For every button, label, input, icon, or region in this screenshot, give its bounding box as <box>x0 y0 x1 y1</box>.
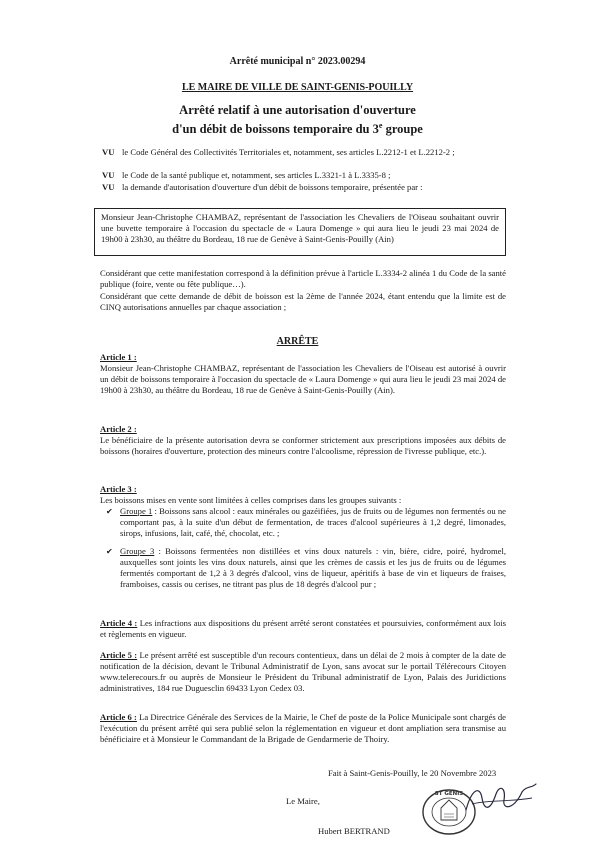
mayor-heading: LE MAIRE DE VILLE DE SAINT-GENIS-POUILLY <box>181 82 414 93</box>
signer-name: Hubert BERTRAND <box>318 826 390 836</box>
vu-key: VU <box>102 170 115 180</box>
article-heading: Article 1 : <box>100 352 137 362</box>
article-text: Les infractions aux dispositions du présent arrêté seront constatées et poursuivies, conformément aux lois et règlements en vigueur. <box>100 618 507 639</box>
article-text: La Directrice Générale des Services de la Mairie, le Chef de poste de la Police Municipale sont chargés de l'exécution du présent arrêté qui sera publié selon la réglementation en vigueur et dont ampliation sera transmise au bénéficiaire et à Monsieur le Commandant de la Brigade de Gendarmerie de Thoiry. <box>100 712 506 744</box>
article-2 <box>100 424 506 457</box>
article-heading: Article 5 : <box>100 650 138 660</box>
vu-key: VU <box>102 182 115 192</box>
request-box: Monsieur Jean-Christophe CHAMBAZ, représentant de l'association les Chevaliers de l'Oiseau souhaitant ouvrir une buvette temporaire à l'occasion du spectacle de « Laura Domenge » qui aura lieu le jeudi 23 mai 2024 de 19h00 à 23h30, au théâtre du Bordeau, 18 rue de Genève à Saint-Genis-Pouilly (Ain) <box>94 208 506 256</box>
article-text: Le bénéficiaire de la présente autorisation devra se conformer strictement aux prescriptions imposées aux débits de boissons (horaires d'ouverture, protection des mineurs contre l'alcoolisme, répression de l'ivresse publique, etc.). <box>100 435 506 456</box>
article-heading: Article 4 : <box>100 618 138 628</box>
vu-item <box>102 170 512 181</box>
vu-item <box>102 182 512 193</box>
arrete-heading: ARRÊTE <box>276 336 319 347</box>
article-6 <box>100 712 506 745</box>
vu-text: le Code de la santé publique et, notamment, ses articles L.3321-1 à L.3335-8 ; <box>122 170 391 180</box>
group-text: : Boissons sans alcool : eaux minérales ou gazéifiées, jus de fruits ou de légumes non fermentés ou ne comportant pas, à la suite d'un début de fermentation, de traces d'alcool supérieures à 1,2 degré, limonades, sirops, infusions, lait, café, thé, chocolat, etc. ; <box>120 506 506 538</box>
considerant-2: Considérant que cette demande de débit de boisson est la 2ème de l'année 2024, étant entendu que la limite est de CINQ autorisations annuelles par chaque association ; <box>100 291 506 312</box>
document-title <box>0 102 595 137</box>
signer-role: Le Maire, <box>286 796 320 806</box>
article-1 <box>100 352 506 396</box>
title-line-2: d'un débit de boissons temporaire du 3e groupe <box>172 121 423 137</box>
group-item <box>106 546 506 612</box>
group-text: : Boissons fermentées non distillées et vins doux naturels : vin, bière, cidre, poiré, hydromel, auxquelles sont joints les vins doux naturels, ainsi que les crèmes de cassis et les jus de fruits ou de légumes fermentés comportant de 1,2 à 3 degrés d'alcool, vins de liqueur, apéritifs à base de vin et liqueurs de fraises, framboises, cassis ou cerises, ne titrant pas plus de 18 degrés d'alcool pur ; <box>120 546 506 589</box>
place-date: Fait à Saint-Genis-Pouilly, le 20 Novembre 2023 <box>328 768 497 778</box>
checkmark-icon: ✔ <box>106 507 113 516</box>
article-3 <box>100 484 506 506</box>
article-heading: Article 2 : <box>100 424 137 434</box>
vu-text: le Code Général des Collectivités Territoriales et, notamment, ses articles L.2212-1 et L.2212-2 ; <box>122 147 455 157</box>
group-label: Groupe 3 <box>120 546 155 556</box>
checkmark-icon: ✔ <box>106 547 113 556</box>
article-heading: Article 6 : <box>100 712 137 722</box>
article-5 <box>100 650 506 694</box>
arrete-number: Arrêté municipal n° 2023.00294 <box>229 56 366 67</box>
handwritten-signature-icon <box>462 780 542 820</box>
group-label: Groupe 1 <box>120 506 153 516</box>
vu-key: VU <box>102 147 115 157</box>
article-heading: Article 3 : <box>100 484 137 494</box>
vu-item <box>102 147 512 169</box>
article-4 <box>100 618 506 640</box>
considerant-1: Considérant que cette manifestation correspond à la définition prévue à l'article L.3334-2 alinéa 1 du Code de la santé publique (foire, vente ou fête publique…). <box>100 268 506 289</box>
group-item <box>106 506 506 542</box>
article-text: Le présent arrêté est susceptible d'un recours contentieux, dans un délai de 2 mois à compter de la date de notification de la décision, devant le Tribunal Administratif de Lyon, sans avocat sur le portail Télérecours Citoyen www.telerecours.fr ou auprès de Monsieur le Président du Tribunal administratif de Lyon, Palais des Juridictions administratives, 184 rue Duguesclin 69433 Lyon Cedex 03. <box>100 650 506 693</box>
title-line-1: Arrêté relatif à une autorisation d'ouverture <box>179 103 416 117</box>
vu-text: la demande d'autorisation d'ouverture d'un débit de boissons temporaire, présentée par : <box>122 182 423 192</box>
article-text: Monsieur Jean-Christophe CHAMBAZ, représentant de l'association les Chevaliers de l'Oiseau est autorisé à ouvrir un débit de boissons temporaire à l'occasion du spectacle de « Laura Domenge » qui aura lieu le jeudi 23 mai 2024 de 19h00 à 23h30, au théâtre du Bordeau, 18 rue de Genève à Saint-Genis-Pouilly (Ain). <box>100 363 506 395</box>
article-text: Les boissons mises en vente sont limitées à celles comprises dans les groupes suivants : <box>100 495 402 505</box>
seal-text: ST GENIS <box>434 791 464 797</box>
